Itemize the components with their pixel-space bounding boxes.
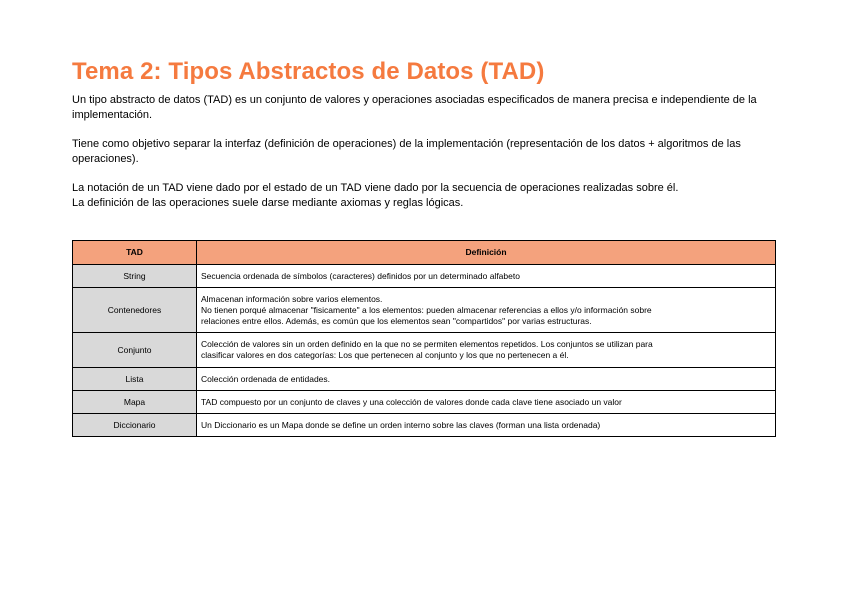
table-row (73, 288, 776, 333)
row-name-string: String (73, 265, 197, 288)
table-row (73, 265, 776, 288)
row-definition-contenedores: Almacenan información sobre varios elementos. No tienen porqué almacenar "fisicamente" a los elementos: pueden almacenar referencias a ellos y/o información sobre relaciones entre ellos. Además, es común que los elementos sean "compartidos" por varias estructuras. (197, 288, 776, 333)
table-row (73, 414, 776, 437)
row-definition-diccionario: Un Diccionario es un Mapa donde se define un orden interno sobre las claves (forman una lista ordenada) (197, 414, 776, 437)
row-definition-string: Secuencia ordenada de símbolos (caracteres) definidos por un determinado alfabeto (197, 265, 776, 288)
table-row (73, 368, 776, 391)
document-body (72, 52, 776, 210)
table-header-row (73, 241, 776, 265)
tad-table (72, 240, 776, 437)
table-row (73, 391, 776, 414)
row-name-diccionario: Diccionario (73, 414, 197, 437)
objective-paragraph: Tiene como objetivo separar la interfaz (definición de operaciones) de la implementación (representación de los datos + algoritmos de las operaciones). (72, 138, 741, 165)
page-title: Tema 2: Tipos Abstractos de Datos (TAD) (72, 58, 545, 85)
intro-paragraph: Un tipo abstracto de datos (TAD) es un conjunto de valores y operaciones asociadas especificados de manera precisa e independiente de la implementación. (72, 94, 757, 121)
row-name-lista: Lista (73, 368, 197, 391)
notation-paragraph: La notación de un TAD viene dado por el estado de un TAD viene dado por la secuencia de operaciones realizadas sobre él. La definición de las operaciones suele darse mediante axiomas y reglas lógicas. (72, 182, 679, 209)
row-definition-mapa: TAD compuesto por un conjunto de claves y una colección de valores donde cada clave tiene asociado un valor (197, 391, 776, 414)
row-name-mapa: Mapa (73, 391, 197, 414)
table-row (73, 333, 776, 368)
row-name-conjunto: Conjunto (73, 333, 197, 368)
header-definicion: Definición (197, 241, 776, 265)
row-definition-lista: Colección ordenada de entidades. (197, 368, 776, 391)
row-definition-conjunto: Colección de valores sin un orden definido en la que no se permiten elementos repetidos. Los conjuntos se utilizan para clasificar valores en dos categorías: Los que pertenecen al conjunto y los que no pertenecen a él. (197, 333, 776, 368)
row-name-contenedores: Contenedores (73, 288, 197, 333)
header-tad: TAD (73, 241, 197, 265)
